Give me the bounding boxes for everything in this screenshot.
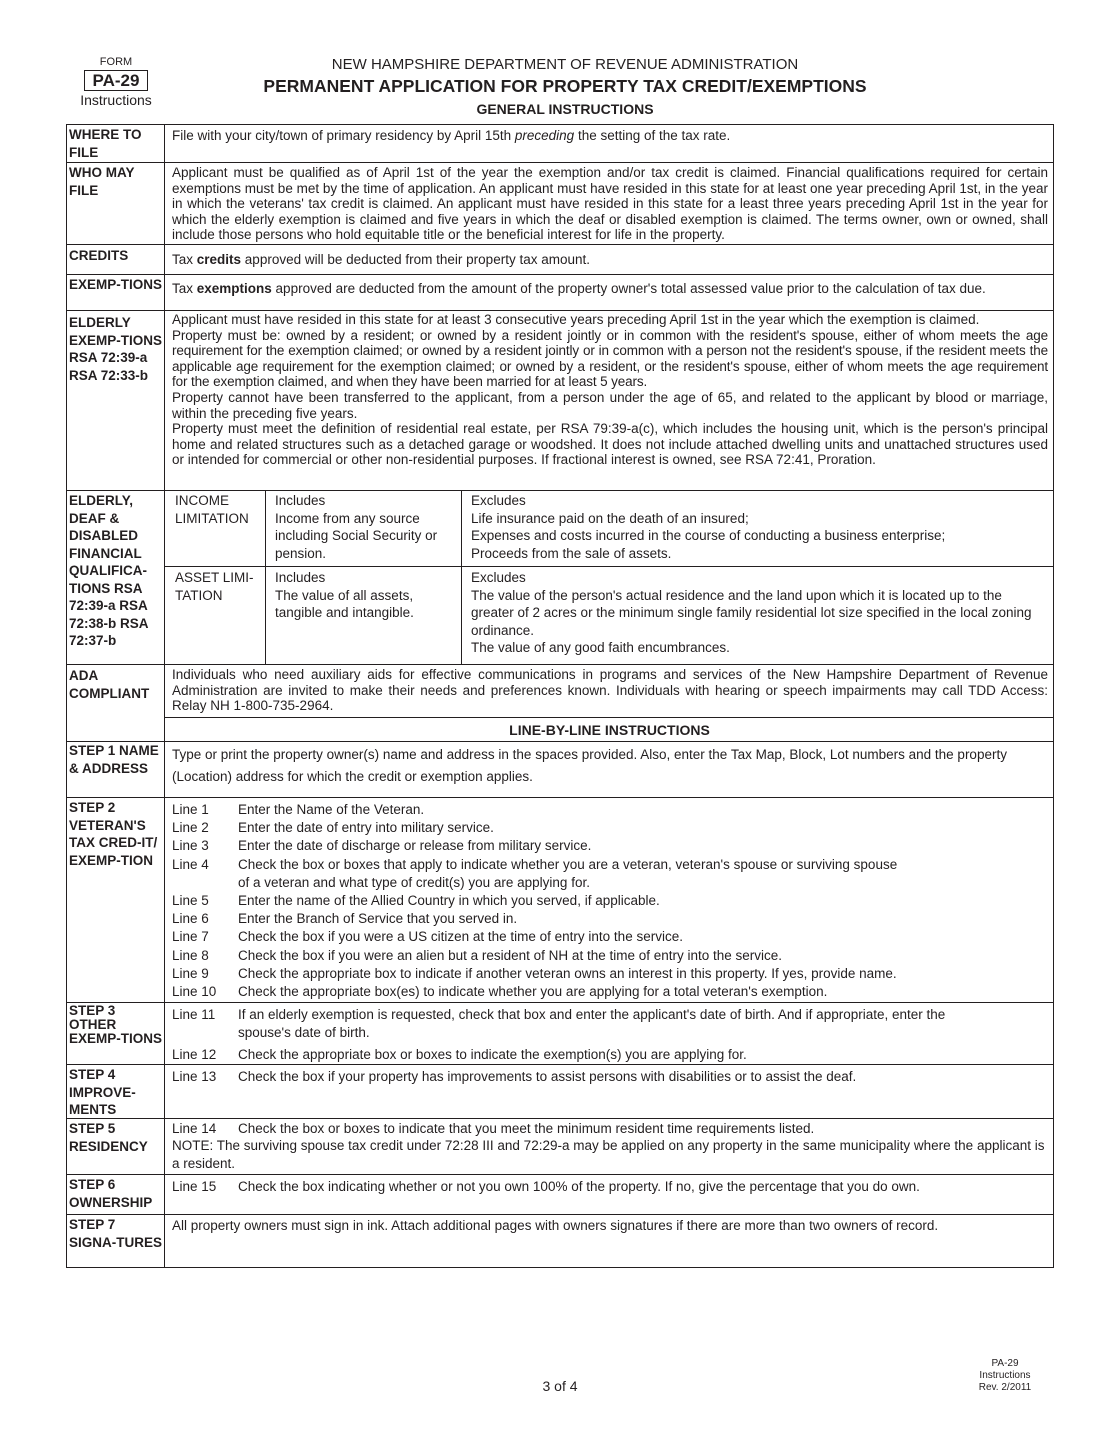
line-text: spouse's date of birth. [238,1025,370,1041]
line-text: Enter the name of the Allied Country in which you served, if applicable. [238,893,660,908]
line-text: Enter the Name of the Veteran. [238,802,425,817]
asset-limitation-label: ASSET LIMI-TATION [175,570,254,603]
step6-label: STEP 6 OWNERSHIP [69,1177,153,1210]
row-divider [66,1118,1054,1119]
line-text: Check the box if your property has improvements to assist persons with disabilities or to assist the deaf. [238,1069,857,1084]
income-includes: Includes Income from any source including Social Security or pension. [275,493,438,561]
row-divider [66,1174,1054,1175]
line-text: Check the appropriate box(es) to indicate whether you are applying for a total veteran's exemption. [238,984,828,999]
elderly-para-3: Property cannot have been transferred to the applicant, from a person under the age of 65, and related to the applicant by blood or marriage, within the preceding five years. [172,389,1048,421]
form-code: PA-29 [84,70,149,91]
financial-subtable [165,490,1054,664]
ada-compliant-label: ADA COMPLIANT [69,668,150,701]
line-text: Check the appropriate box to indicate if another veteran owns an interest in this property. If yes, provide name. [238,965,897,981]
step3-label: STEP 3 OTHER EXEMP-TIONS [69,1003,163,1046]
line-instruction [172,1120,814,1138]
row-divider [165,717,1054,718]
income-limitation-label: INCOME LIMITATION [175,493,249,526]
row-divider [66,162,1054,163]
asset-excludes: Excludes The value of the person's actual residence and the land upon which it is located up to the greater of 2 acres or the minimum single family residential lot size specified in the local zoning ordinance. The value of any good faith encumbrances. [471,570,1032,655]
line-number: Line 8 [172,947,209,963]
line-text: Check the box or boxes that apply to indicate whether you are a veteran, veteran's spouse or surviving spouse [238,856,898,872]
line-instruction [172,1046,747,1064]
page-title: PERMANENT APPLICATION FOR PROPERTY TAX CREDIT/EXEMPTIONS [263,76,867,96]
line-number: Line 4 [172,856,209,872]
subtable-column-divider [265,490,266,664]
row-divider [66,274,1054,275]
footer-form-id: PA-29 Instructions Rev. 2/2011 [978,1358,1032,1393]
exemptions-text: Tax exemptions approved are deducted from the amount of the property owner's total assessed value prior to the calculation of tax due. [172,281,986,296]
line-text: Enter the date of entry into military service. [238,820,494,836]
line-instruction [172,928,683,946]
elderly-para-4: Property must meet the definition of residential real estate, per RSA 79:39-a(c), which includes the housing unit, which is the person's principal home and related structures such as a detached garage or woodshed. It does not include attached dwelling units and unattached structures used or intended for commercial or other non-residential purposes. If fractional interest is owned, see RSA 72:41, Proration. [172,421,1048,468]
line-number: Line 13 [172,1069,217,1084]
line-instruction [172,1024,370,1042]
line-text: Check the box indicating whether or not you own 100% of the property. If no, give the percentage that you do own. [238,1179,920,1194]
line-number: Line 9 [172,965,209,981]
row-divider [66,664,1054,665]
instructions-table [66,124,1054,1268]
line-instruction [172,874,590,892]
elderly-para-2: Property must be: owned by a resident; or owned by a resident jointly or in common with the resident's spouse, either of whom meets the age requirement for the exemption claimed; or owned by a resident jointly or in common with a person not the resident's spouse, if the resident meets the applicable age requirement for the exemption claimed; or owned by a resident, or the resident's spouse, either of whom meets the age requirement for the exemption claimed, and when they have been married for at least 5 years. [172,327,1048,390]
line-instruction [172,1178,920,1196]
who-may-file-label: WHO MAY FILE [69,165,135,198]
elderly-exemptions-label: ELDERLY EXEMP-TIONS RSA 72:39-a RSA 72:33-b [69,315,163,383]
ada-compliant-text: Individuals who need auxiliary aids for effective communications in programs and services of the New Hampshire Department of Revenue Administration are invited to make their needs and preferences known. Individuals with hearing or speech impairments may call TDD Access: Relay NH 1-800-735-2964. [172,667,1048,714]
line-number: Line 7 [172,929,209,945]
line-text: Check the box or boxes to indicate that you meet the minimum resident time requirements listed. [238,1121,815,1136]
who-may-file-text: Applicant must be qualified as of April 1st of the year the exemption and/or tax credit is claimed. Financial qualifications required for certain exemptions must be met by the time of application. An applicant must have resided in this state for at least one year preceding April 1st, in the year in which the veterans' tax credit is claimed. An applicant must have resided in this state for a least three years preceding April 1st in the year for which the elderly exemption is claimed and five years in which the deaf or disabled exemption is claimed. The terms owner, own or owned, shall include those persons who hold equitable title or the beneficial interest for life in the property. [172,165,1048,243]
line-text: Check the box if you were an alien but a resident of NH at the time of entry into the service. [238,947,783,963]
step7-label: STEP 7 SIGNA-TURES [69,1217,163,1250]
line-number: Line 12 [172,1047,217,1063]
form-label: FORM [99,56,133,68]
subtable-column-divider [461,490,462,664]
step5-label: STEP 5 RESIDENCY [69,1121,148,1154]
line-instruction [172,892,660,910]
agency-name: NEW HAMPSHIRE DEPARTMENT OF REVENUE ADMINISTRATION [331,56,799,73]
general-instructions-heading: GENERAL INSTRUCTIONS [476,101,654,117]
form-subtitle: Instructions [80,92,152,108]
line-number: Line 14 [172,1121,217,1136]
row-divider [66,310,1054,311]
asset-includes: Includes The value of all assets, tangible and intangible. [275,570,414,620]
elderly-exemptions-text [172,312,1048,468]
row-divider [66,244,1054,245]
step1-text: Type or print the property owner(s) name and address in the spaces provided. Also, enter the Tax Map, Block, Lot numbers and the property (Location) address for which the credit or exemption applies. [172,747,1007,784]
line-number: Line 15 [172,1179,217,1194]
line-number: Line 10 [172,984,217,999]
line-instruction [172,801,424,819]
line-number: Line 2 [172,820,209,836]
page-number: 3 of 4 [542,1378,578,1394]
row-divider [66,741,1054,742]
line-instruction [172,965,897,983]
line-instruction [172,856,897,874]
line-instruction [172,983,827,1001]
line-text: Check the box if you were a US citizen at the time of entry into the service. [238,929,683,945]
credits-text: Tax credits approved will be deducted from their property tax amount. [172,252,590,267]
line-instruction [172,1068,856,1086]
line-text: Check the appropriate box or boxes to indicate the exemption(s) you are applying for. [238,1047,747,1063]
line-instruction [172,837,591,855]
where-to-file-label: WHERE TO FILE [69,127,142,160]
subtable-row-divider [165,566,1054,567]
step2-label: STEP 2 VETERAN'S TAX CRED-IT/ EXEMP-TION [69,800,158,868]
step5-note: NOTE: The surviving spouse tax credit under 72:28 III and 72:29-a may be applied on any property in the same municipality where the applicant is a resident. [172,1138,1045,1171]
line-instruction [172,1006,945,1024]
financial-qualifications-label: ELDERLY, DEAF & DISABLED FINANCIAL QUALIFICA-TIONS RSA 72:39-a RSA 72:38-b RSA 72:37-b [69,493,149,648]
line-text: If an elderly exemption is requested, check that box and enter the applicant's date of birth. And if appropriate, enter the [238,1007,946,1022]
credits-label: CREDITS [69,248,129,263]
line-instruction [172,819,494,837]
line-text: Enter the date of discharge or release from military service. [238,838,592,854]
line-number: Line 3 [172,838,209,854]
row-divider [66,1002,1054,1003]
line-by-line-heading: LINE-BY-LINE INSTRUCTIONS [509,722,710,738]
form-id-box [72,56,160,108]
income-excludes: Excludes Life insurance paid on the death of an insured; Expenses and costs incurred in the course of conducting a business enterprise; Proceeds from the sale of assets. [471,493,946,561]
row-divider [66,797,1054,798]
line-number: Line 1 [172,802,209,817]
line-number: Line 6 [172,911,209,927]
step7-text: All property owners must sign in ink. Attach additional pages with owners signatures if there are more than two owners of record. [172,1218,939,1233]
line-number: Line 11 [172,1007,216,1022]
column-divider [164,717,165,1268]
elderly-para-1: Applicant must have resided in this state for at least 3 consecutive years preceding April 1st in the year which the exemption is claimed. [172,312,980,327]
where-to-file-text: File with your city/town of primary residency by April 15th preceding the setting of the tax rate. [172,128,731,143]
row-divider [66,1214,1054,1215]
line-text: of a veteran and what type of credit(s) you are applying for. [238,874,590,890]
step4-label: STEP 4 IMPROVE-MENTS [69,1067,136,1117]
exemptions-label: EXEMP-TIONS [69,277,163,292]
line-text: Enter the Branch of Service that you served in. [238,911,518,927]
line-number: Line 5 [172,893,209,908]
line-instruction [172,910,517,928]
line-instruction [172,947,782,965]
step1-label: STEP 1 NAME & ADDRESS [69,743,159,776]
